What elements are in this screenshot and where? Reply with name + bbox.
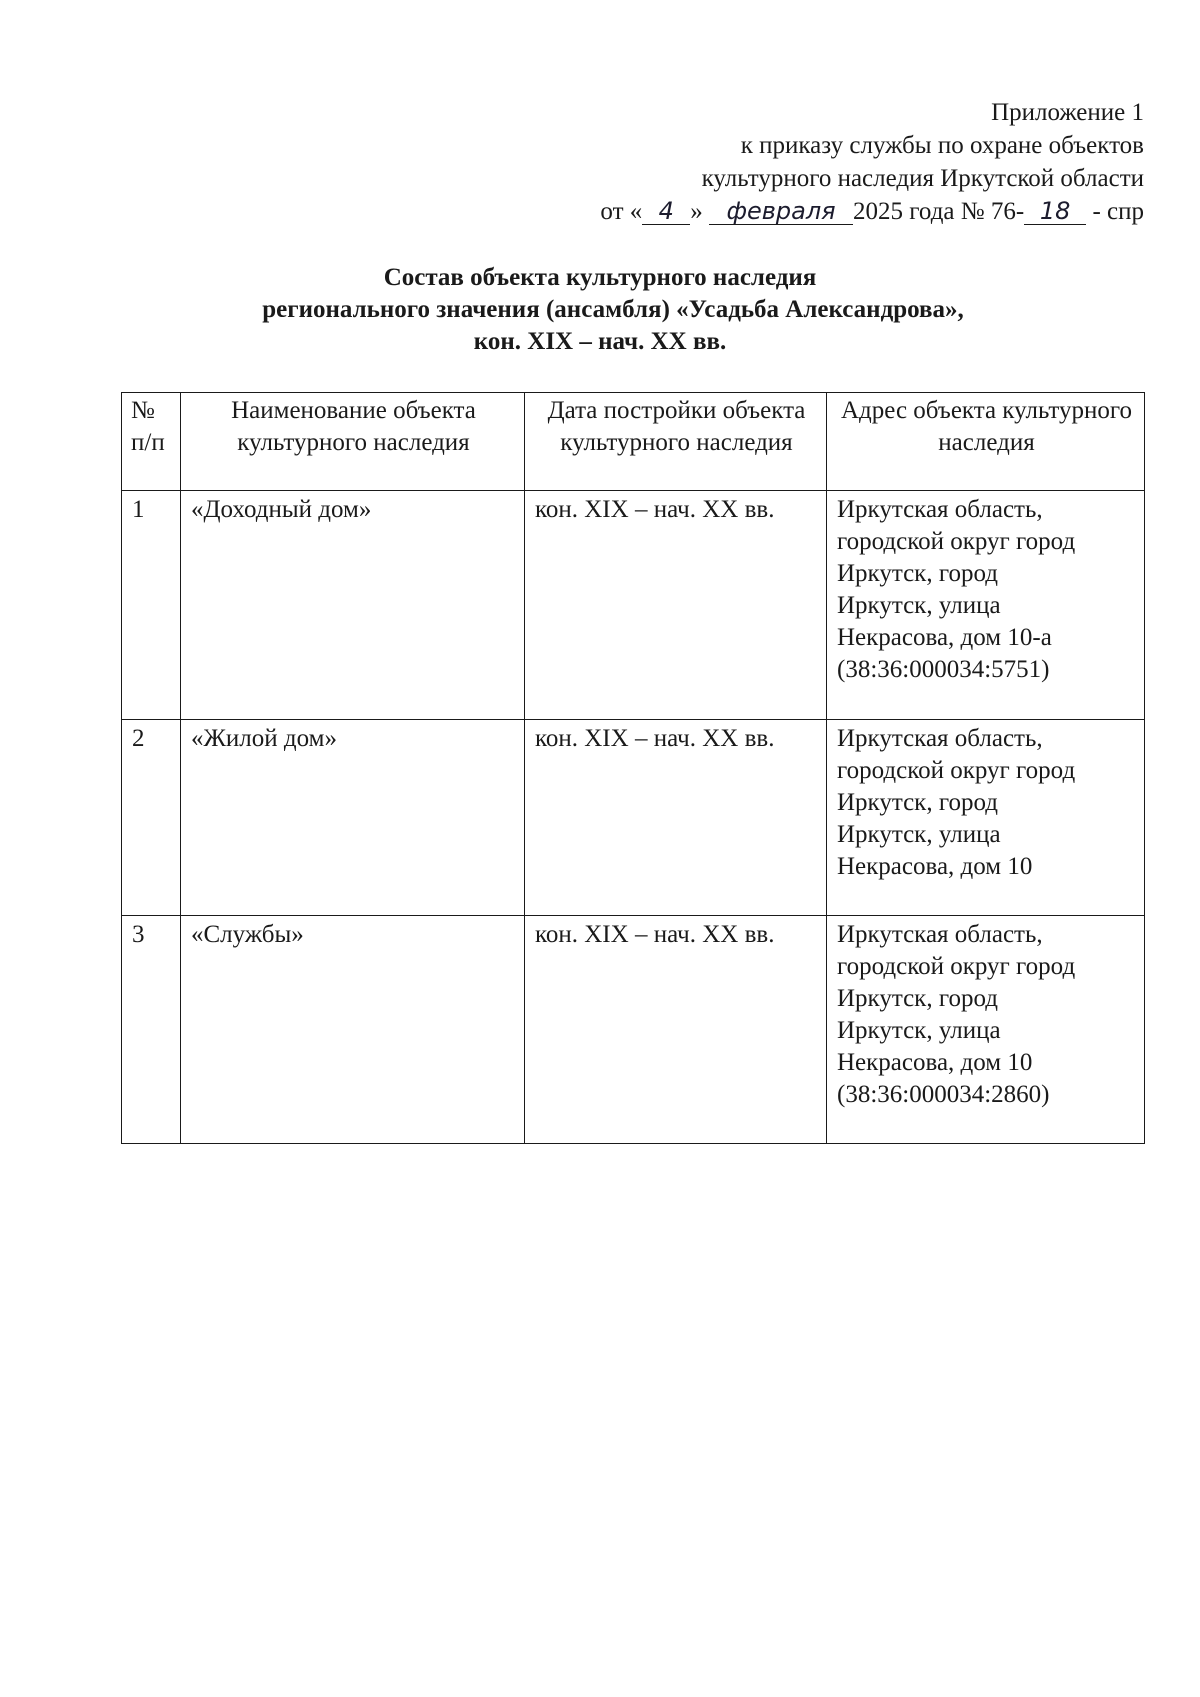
header-address: Адрес объекта культурного наследия [827, 393, 1145, 491]
handwritten-order-number: 18 [1024, 198, 1086, 225]
order-suffix: - спр [1092, 198, 1144, 225]
title-line-1: Состав объекта культурного наследия [383, 264, 817, 291]
heritage-table [121, 392, 1145, 1144]
appendix-title: Приложение 1 [991, 99, 1144, 126]
row-date: кон. XIX – нач. XX вв. [525, 720, 827, 916]
handwritten-day: 4 [642, 198, 690, 225]
row-address: Иркутская область, городской округ город Иркутск, город Иркутск, улица Некрасова, дом 10 [827, 720, 1145, 916]
row-address: Иркутская область, городской округ город Иркутск, город Иркутск, улица Некрасова, дом 10 (38:36:000034:2860) [827, 916, 1145, 1144]
title-line-2: регионального значения (ансамбля) «Усадьба Александрова», [262, 296, 964, 323]
table-row [122, 916, 1145, 1144]
table-row [122, 720, 1145, 916]
row-num: 3 [122, 916, 181, 1144]
handwritten-month: февраля [709, 198, 853, 225]
row-name: «Доходный дом» [181, 491, 525, 720]
row-address: Иркутская область, городской округ город Иркутск, город Иркутск, улица Некрасова, дом 10-а (38:36:000034:5751) [827, 491, 1145, 720]
date-year-text: 2025 года № 76- [853, 198, 1025, 225]
document-title [0, 262, 1200, 358]
appendix-date-line [600, 195, 1144, 228]
row-name: «Службы» [181, 916, 525, 1144]
row-num: 1 [122, 491, 181, 720]
header-num: № п/п [122, 393, 181, 491]
date-prefix: от « [600, 198, 643, 225]
appendix-block [600, 96, 1144, 228]
row-num: 2 [122, 720, 181, 916]
title-line-3: кон. XIX – нач. XX вв. [473, 328, 727, 355]
table-row [122, 491, 1145, 720]
header-date: Дата постройки объекта культурного наследия [525, 393, 827, 491]
header-name: Наименование объекта культурного наследия [181, 393, 525, 491]
row-name: «Жилой дом» [181, 720, 525, 916]
row-date: кон. XIX – нач. XX вв. [525, 916, 827, 1144]
appendix-order-line: к приказу службы по охране объектов [740, 132, 1144, 159]
table-header-row [122, 393, 1145, 491]
row-date: кон. XIX – нач. XX вв. [525, 491, 827, 720]
appendix-org-line: культурного наследия Иркутской области [701, 165, 1144, 192]
date-quote-close: » [690, 198, 703, 225]
